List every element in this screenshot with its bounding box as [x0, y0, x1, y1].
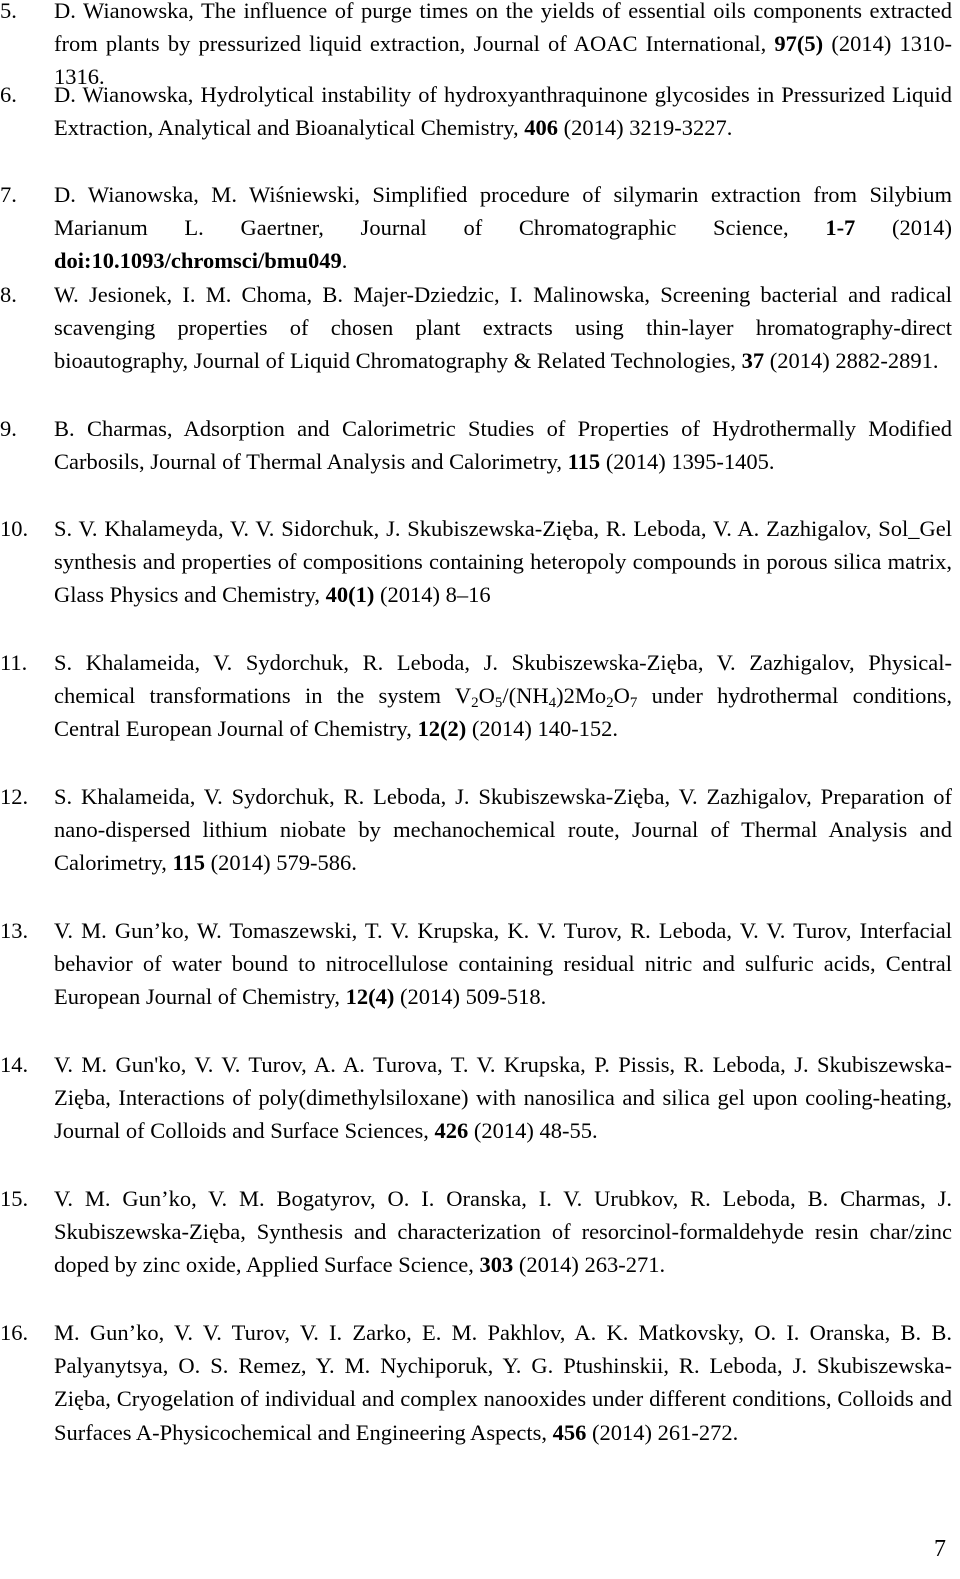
reference-text [54, 416, 952, 474]
reference-text [54, 918, 952, 1009]
reference-number: 11. [0, 650, 28, 675]
reference-bold-segment: 12(2) [417, 716, 467, 742]
reference-bold-segment: 115 [567, 449, 601, 475]
reference-segment: O [613, 683, 630, 709]
reference-item [0, 646, 952, 746]
reference-segment: (2014) 1395-1405. [600, 449, 775, 475]
reference-segment: (2014) 3219-3227. [558, 115, 733, 141]
reference-segment: (2014) 1310-1316. [54, 31, 952, 90]
reference-segment: D. Wianowska, M. Wiśniewski, Simplified procedure of silymarin extraction from Silybium Marianum L. Gaertner, Journal of Chromatographic Science, [54, 182, 952, 241]
reference-bold-segment: doi:10.1093/chromsci/bmu049 [54, 248, 342, 274]
reference-item [0, 78, 952, 144]
reference-segment: S. Khalameida, V. Sydorchuk, R. Leboda, J. Skubiszewska-Zięba, V. Zazhigalov, Preparation of nano-dispersed lithium niobate by mechanochemical route, Journal of Thermal Analysis and Calorimetry, [54, 784, 952, 876]
reference-segment: V. M. Gun’ko, W. Tomaszewski, T. V. Krupska, K. V. Turov, R. Leboda, V. V. Turov, Interfacial behavior of water bound to nitrocellulose containing residual nitric and sulfuric acids, Central European Journal of Chemistry, [54, 918, 952, 1010]
reference-bold-segment: 115 [172, 850, 206, 876]
reference-segment: O [478, 683, 495, 709]
reference-segment: (2014) 263-271. [513, 1252, 666, 1278]
reference-segment: (2014) 48-55. [468, 1118, 598, 1144]
reference-subscript: 4 [548, 695, 557, 712]
reference-bold-segment: 37 [741, 348, 765, 374]
reference-segment: M. Gun’ko, V. V. Turov, V. I. Zarko, E. M. Pakhlov, A. K. Matkovsky, O. I. Oranska, B. B. Palyanytsya, O. S. Remez, Y. M. Nychiporuk, Y. G. Ptushinskii, R. Leboda, J. Skubiszewska-Zięba, Cryogelation of individual and complex nanooxides under different conditions, Colloids and Surfaces A-Physicochemical and Engineering Aspects, [54, 1320, 952, 1445]
reference-segment: (2014) [855, 215, 952, 241]
reference-number: 16. [0, 1320, 29, 1345]
reference-number: 7. [0, 182, 17, 207]
reference-segment: V. M. Gun'ko, V. V. Turov, A. A. Turova, T. V. Krupska, P. Pissis, R. Leboda, J. Skubiszewska-Zięba, Interactions of poly(dimethylsiloxane) with nanosilica and silica gel upon cooling-heating, Journal of Colloids and Surface Sciences, [54, 1052, 952, 1144]
reference-segment: D. Wianowska, Hydrolytical instability of hydroxyanthraquinone glycosides in Pressurized Liquid Extraction, Analytical and Bioanalytical Chemistry, [54, 82, 952, 141]
reference-item [0, 512, 952, 612]
reference-item [0, 914, 952, 1014]
reference-segment: W. Jesionek, I. M. Choma, B. Majer-Dziedzic, I. Malinowska, Screening bacterial and radical scavenging properties of chosen plant extracts using thin-layer hromatography-direct bioautography, Journal of Liquid Chromatography & Related Technologies, [54, 282, 952, 374]
reference-item [0, 412, 952, 478]
reference-subscript: 2 [471, 695, 479, 712]
reference-number: 12. [0, 784, 29, 809]
reference-text [54, 650, 952, 741]
reference-segment: (2014) 140-152. [466, 716, 619, 742]
reference-segment: under hydrothermal conditions, Central European Journal of Chemistry, [54, 683, 952, 742]
reference-number: 15. [0, 1186, 29, 1211]
reference-number: 5. [0, 0, 17, 23]
reference-segment: S. V. Khalameyda, V. V. Sidorchuk, J. Skubiszewska-Zięba, R. Leboda, V. A. Zazhigalov, Sol_Gel synthesis and properties of compositions containing heteropoly compounds in porous silica matrix, Glass Physics and Chemistry, [54, 516, 952, 608]
reference-text [54, 0, 952, 89]
reference-number: 9. [0, 416, 17, 441]
reference-text [54, 1320, 952, 1445]
reference-segment: B. Charmas, Adsorption and Calorimetric Studies of Properties of Hydrothermally Modified Carbosils, Journal of Thermal Analysis and Calorimetry, [54, 416, 952, 475]
reference-text [54, 282, 952, 373]
reference-subscript: 7 [629, 695, 638, 712]
reference-item [0, 1048, 952, 1148]
reference-text [54, 1186, 952, 1277]
reference-text [54, 82, 952, 140]
reference-number: 10. [0, 516, 29, 541]
reference-segment: (2014) 579-586. [205, 850, 357, 876]
reference-item [0, 1182, 952, 1282]
reference-bold-segment: 303 [479, 1252, 514, 1278]
reference-text [54, 516, 952, 607]
page-number: 7 [934, 1536, 946, 1562]
reference-item [0, 278, 952, 378]
reference-number: 14. [0, 1052, 29, 1077]
reference-segment: (2014) 509-518. [394, 984, 547, 1010]
reference-number: 6. [0, 82, 17, 107]
reference-subscript: 2 [606, 695, 614, 712]
reference-number: 8. [0, 282, 17, 307]
reference-text [54, 1052, 952, 1143]
reference-segment: D. Wianowska, The influence of purge times on the yields of essential oils components extracted from plants by pressurized liquid extraction, Journal of AOAC International, [54, 0, 952, 57]
reference-segment: S. Khalameida, V. Sydorchuk, R. Leboda, J. Skubiszewska-Zięba, V. Zazhigalov, Physical-chemical transformations in the system V [54, 650, 952, 709]
reference-item [0, 178, 952, 278]
reference-segment: /(NH [502, 683, 549, 709]
reference-segment: (2014) 8–16 [374, 582, 491, 608]
reference-bold-segment: 1-7 [825, 215, 856, 241]
reference-number: 13. [0, 918, 29, 943]
reference-bold-segment: 406 [524, 115, 559, 141]
reference-bold-segment: 456 [552, 1419, 587, 1445]
reference-bold-segment: 12(4) [345, 984, 395, 1010]
reference-segment: V. M. Gun’ko, V. M. Bogatyrov, O. I. Oranska, I. V. Urubkov, R. Leboda, B. Charmas, J. Skubiszewska-Zięba, Synthesis and characterization of resorcinol-formaldehyde resin char/zinc doped by zinc oxide, Applied Surface Science, [54, 1186, 952, 1278]
reference-item [0, 780, 952, 880]
reference-segment: . [341, 248, 348, 274]
reference-text [54, 182, 952, 273]
reference-segment: (2014) 2882-2891. [764, 348, 939, 374]
reference-segment: (2014) 261-272. [586, 1419, 739, 1445]
reference-text [54, 784, 952, 875]
reference-bold-segment: 97(5) [774, 31, 824, 57]
reference-subscript: 5 [494, 695, 503, 712]
reference-segment: )2Mo [556, 683, 607, 709]
reference-item [0, 1316, 952, 1449]
reference-bold-segment: 40(1) [325, 582, 375, 608]
reference-bold-segment: 426 [434, 1118, 469, 1144]
